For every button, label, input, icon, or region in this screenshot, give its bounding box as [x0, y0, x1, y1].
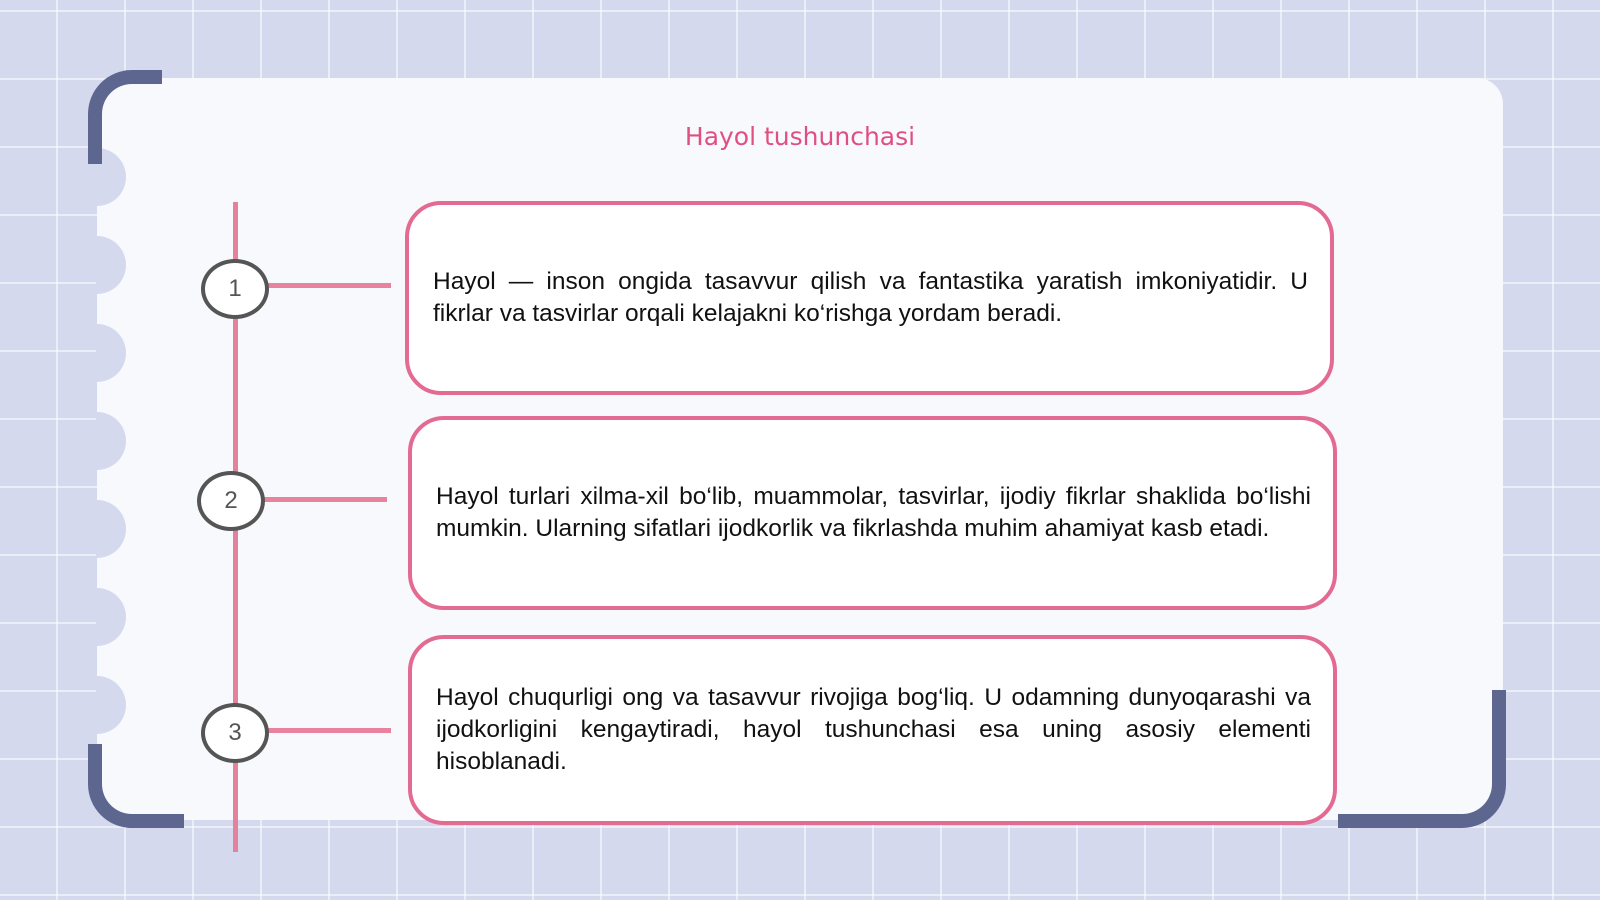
- timeline-connector: [262, 497, 387, 502]
- step-card: [408, 416, 1337, 610]
- step-description: Hayol turlari xilma-xil bo‘lib, muammolar, tasvirlar, ijodiy fikrlar shaklida bo‘lishi mumkin. Ularning sifatlari ijodkorlik va fikrlashda muhim ahamiyat kasb etadi.: [436, 483, 1311, 542]
- step-number-badge: 1: [201, 259, 269, 319]
- step-number-badge: 2: [197, 471, 265, 531]
- corner-bracket-bottom-right: [1338, 690, 1506, 828]
- corner-bracket-bottom-left: [88, 744, 184, 828]
- timeline-connector: [266, 283, 391, 288]
- step-card: [408, 635, 1337, 825]
- slide-title: Hayol tushunchasi: [684, 122, 916, 151]
- step-card: [405, 201, 1334, 395]
- step-description: Hayol chuqurligi ong va tasavvur rivojiga bog‘liq. U odamning dunyoqarashi va ijodkorligini kengaytiradi, hayol tushunchasi esa uning asosiy elementi hisoblanadi.: [436, 684, 1311, 775]
- step-description: Hayol — inson ongida tasavvur qilish va fantastika yaratish imkoniyatidir. U fikrlar va tasvirlar orqali kelajakni ko‘rishga yordam beradi.: [433, 268, 1308, 327]
- step-number-badge: 3: [201, 703, 269, 763]
- timeline-connector: [266, 728, 391, 733]
